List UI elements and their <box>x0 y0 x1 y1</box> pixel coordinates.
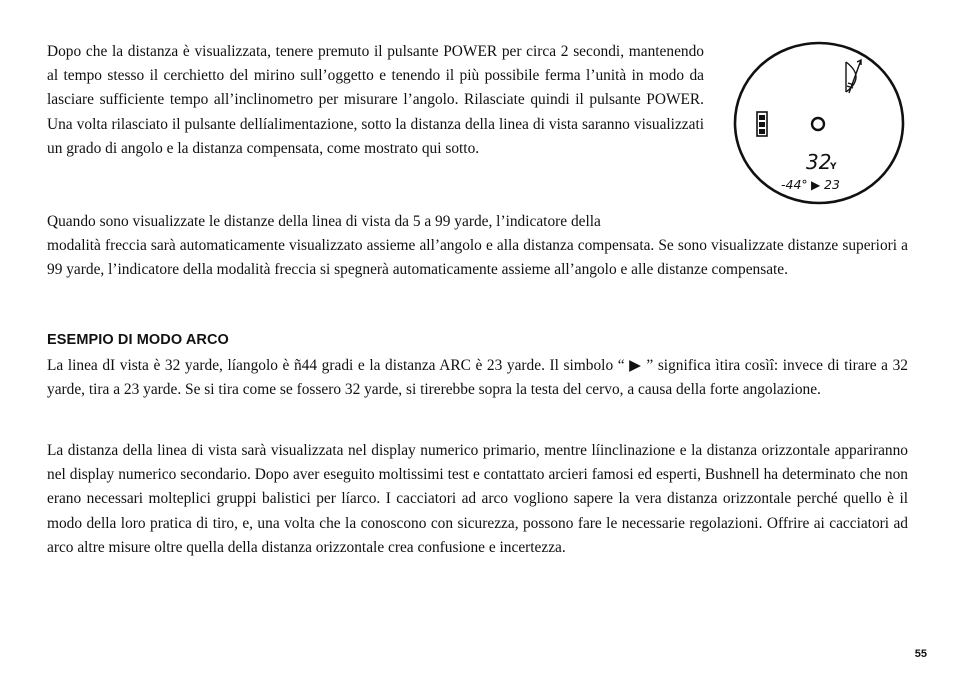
page-number: 55 <box>914 648 927 660</box>
rangefinder-display-illustration <box>730 38 908 208</box>
paragraph-arrow-mode: modalità freccia sarà automaticamente visualizzato assieme all’angolo e alla distanza compensata. Se sono visualizzate distanze superiori a 99 yarde, l’indicatore della modalità freccia si spegnerà automaticamente assieme all’angolo e alle distanze compensate. <box>47 237 908 279</box>
paragraph-angle-measurement: Dopo che la distanza è visualizzata, tenere premuto il pulsante POWER per circa 2 secondi, mantenendo al tempo stesso il cerchietto del mirino sull’oggetto e tenendo il più possibile ferma l’unità in modo da lasciare sufficiente tempo all’inclinometro per misurare l’angolo. Rilasciate quindi il pulsante POWER. Una volta rilasciato il pulsante dellíalimentazione, sotto la distanza della linea di vista saranno visualizzati un grado di angolo e la distanza compensata, come mostrato qui sotto. <box>47 43 704 157</box>
secondary-angle-value: -44° <box>781 177 808 192</box>
display-svg <box>730 38 908 208</box>
primary-distance-unit: Y <box>830 162 837 172</box>
arc-symbol: ▶ <box>811 178 821 192</box>
section-heading: ESEMPIO DI MODO ARCO <box>47 332 229 348</box>
paragraph-bow-example: La linea dI vista è 32 yarde, líangolo è ñ44 gradi e la distanza ARC è 23 yarde. Il simbolo “ ▶ ” significa ìtira cosìî: invece di tirare a 32 yarde, tira a 23 yarde. Se si tira come se fossero 32 yarde, si tirerebbe sopra la testa del cervo, a causa della forte angolazione. <box>47 357 908 399</box>
paragraph-display-explanation: La distanza della linea di vista sarà visualizzata nel display numerico primario, mentre líinclinazione e la distanza orizzontale appariranno nel display numerico secondario. Dopo aver eseguito moltissimi test e contattato arcieri famosi ed esperti, Bushnell ha determinato che non erano necessari molteplici gruppi balistici per líarco. I cacciatori ad arco vogliono sapere la vera distanza orizzontale perché quello è il modo della loro pratica di tiro, e, una volta che la conoscono con sicurezza, possono fare le necessarie regolazioni. Offrire ai cacciatori ad arco altre misure oltre quella della distanza orizzontale crea confusione e incertezza. <box>47 442 908 556</box>
paragraph-arrow-mode-line1: Quando sono visualizzate le distanze della linea di vista da 5 a 99 yarde, l’indicatore della <box>47 213 601 230</box>
primary-distance-value: 32 <box>806 150 832 174</box>
secondary-arc-distance: 23 <box>824 177 840 192</box>
